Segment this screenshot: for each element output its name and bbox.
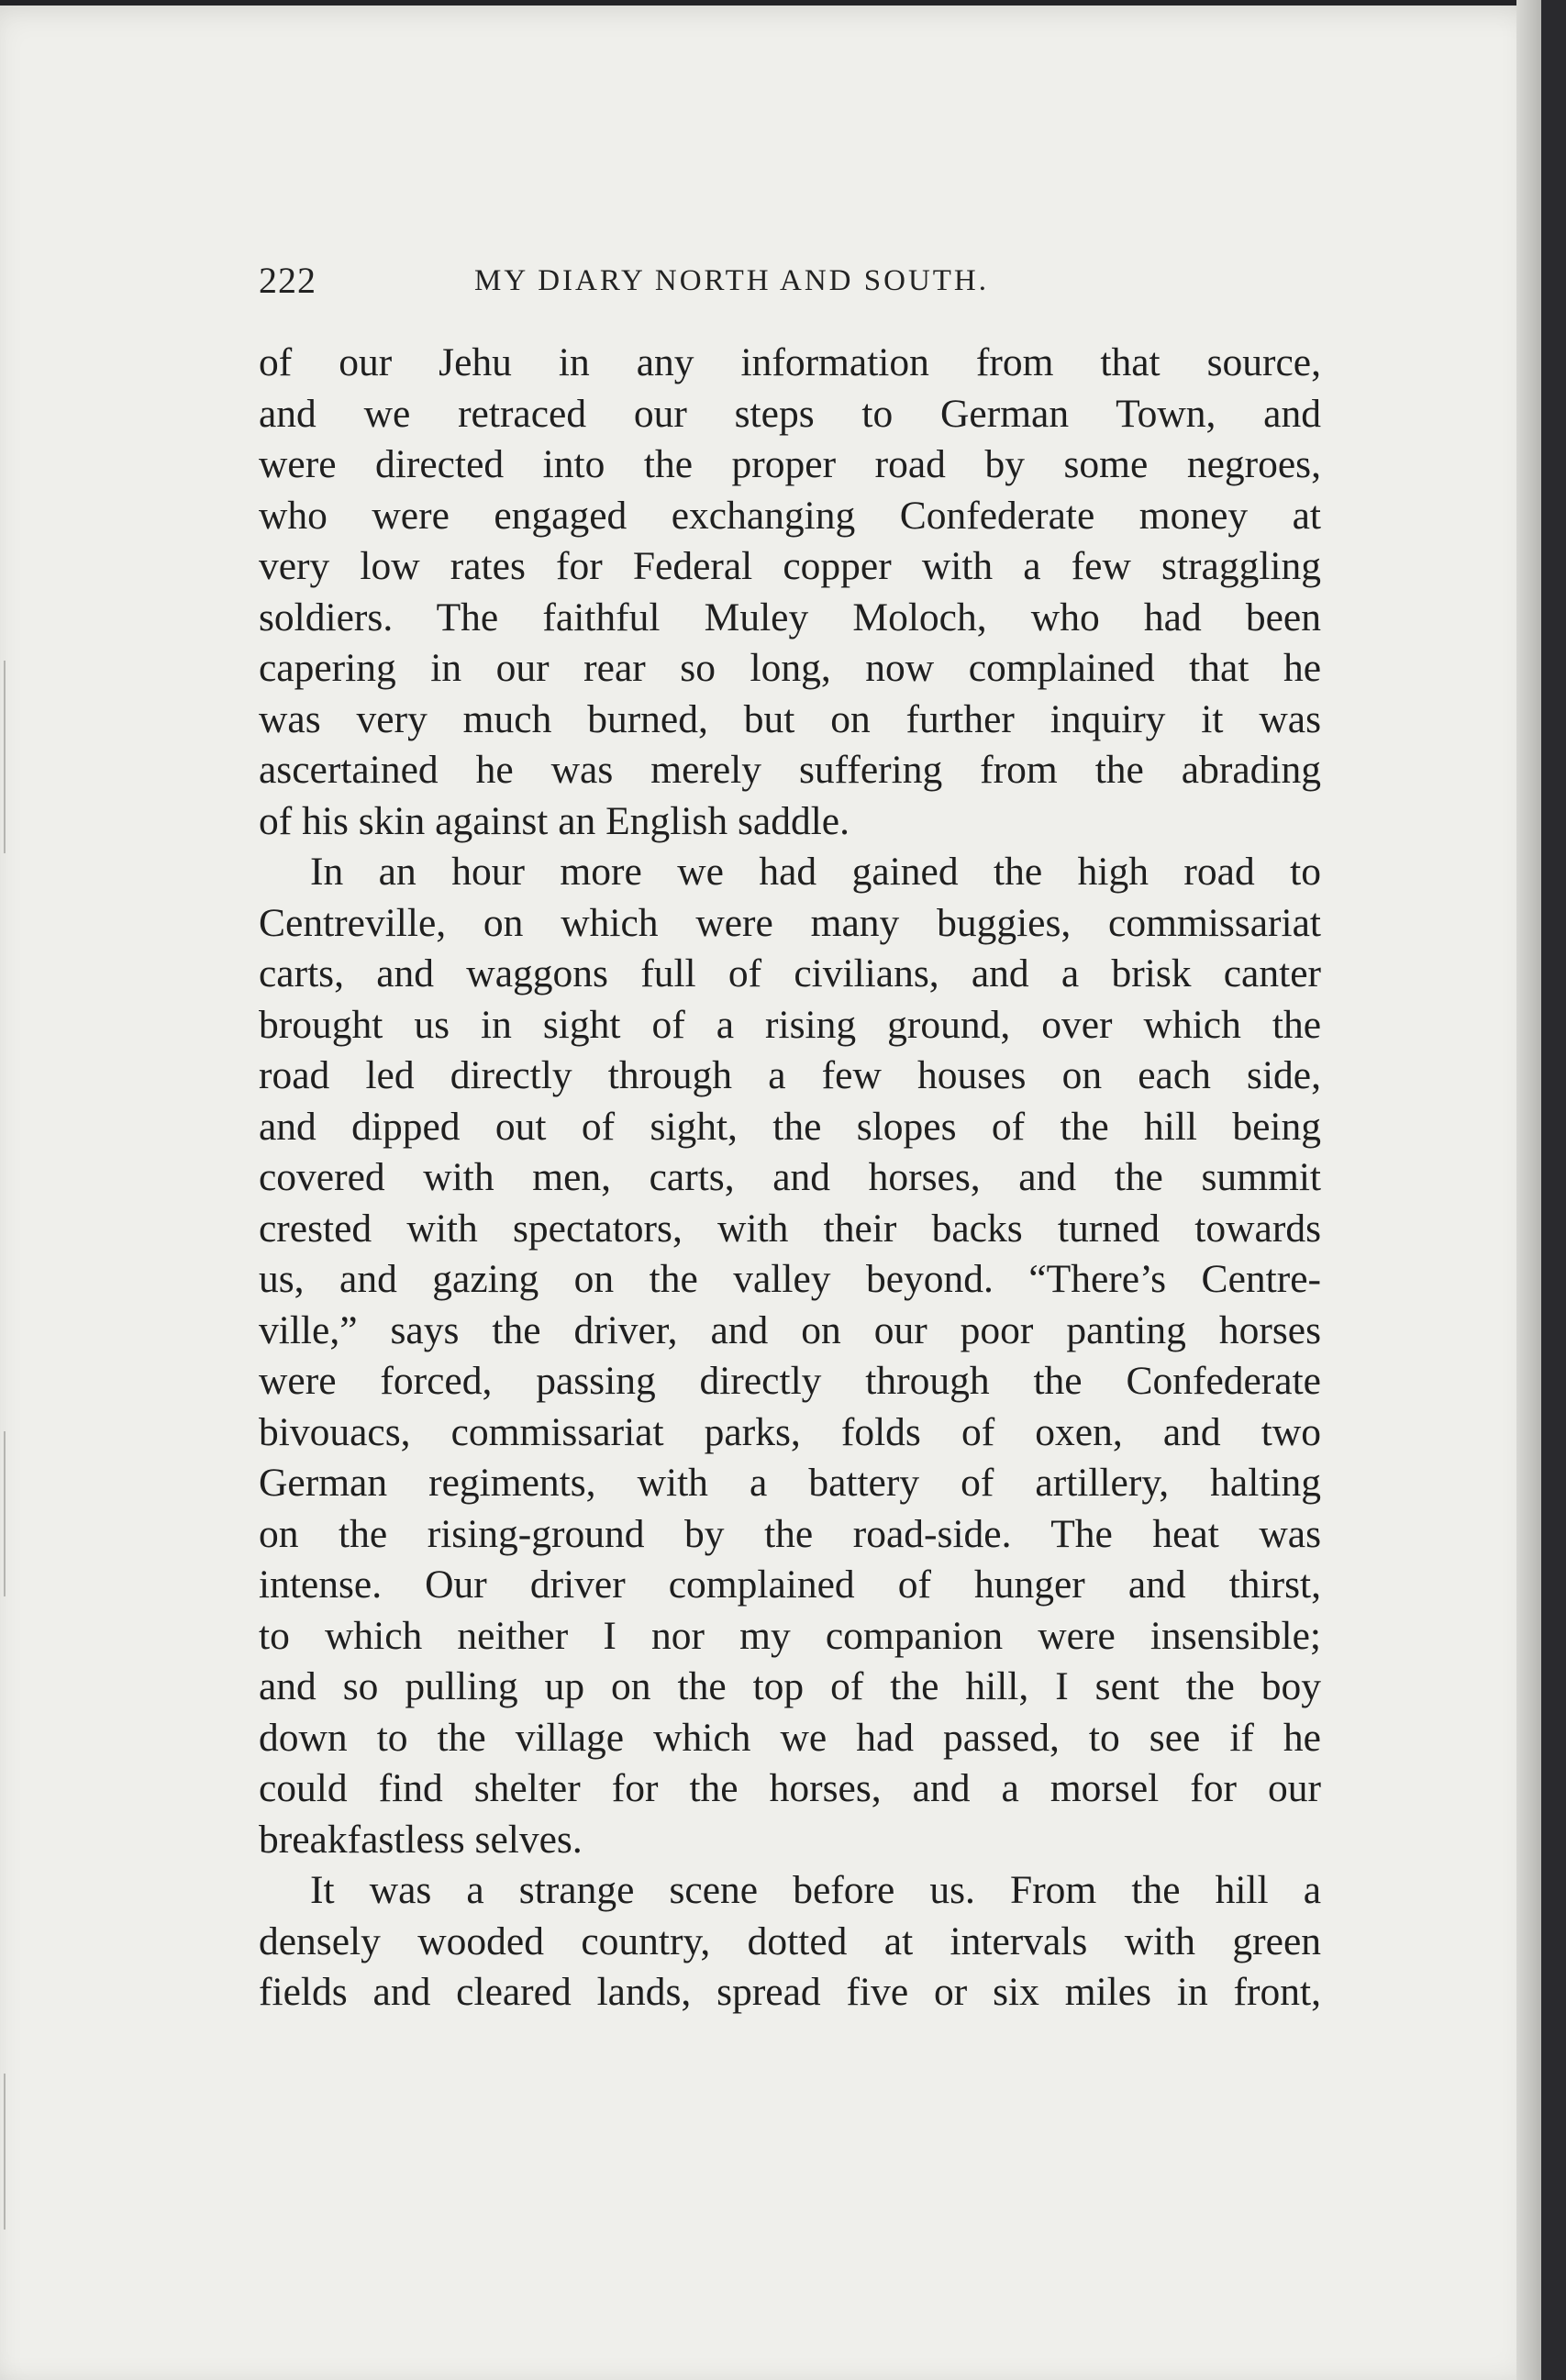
running-header — [259, 259, 1323, 314]
text-line: were forced, passing directly through the Confederate — [259, 1359, 1321, 1403]
page-number: 222 — [259, 260, 317, 301]
text-line: could find shelter for the horses, and a morsel for our — [259, 1766, 1321, 1810]
text-line: breakfastless selves. — [259, 1817, 583, 1862]
text-line: German regiments, with a battery of artillery, halting — [259, 1461, 1321, 1505]
text-line: crested with spectators, with their backs turned towards — [259, 1206, 1321, 1251]
gutter-mark — [4, 661, 6, 853]
text-line: In an hour more we had gained the high road to — [310, 850, 1321, 894]
paragraph — [259, 1865, 1321, 2019]
text-line: capering in our rear so long, now complained that he — [259, 646, 1321, 690]
text-line: intense. Our driver complained of hunger and thirst, — [259, 1563, 1321, 1607]
text-line: fields and cleared lands, spread five or six miles in front, — [259, 1970, 1321, 2014]
text-line: densely wooded country, dotted at intervals with green — [259, 1918, 1321, 1963]
text-line: of our Jehu in any information from that source, — [259, 340, 1321, 384]
text-line: carts, and waggons full of civilians, and a brisk canter — [259, 951, 1321, 995]
text-line: and we retraced our steps to German Town, and — [259, 391, 1321, 436]
text-line: very low rates for Federal copper with a few straggling — [259, 544, 1321, 588]
text-line: were directed into the proper road by some negroes, — [259, 442, 1321, 486]
text-line: covered with men, carts, and horses, and the summit — [259, 1155, 1321, 1199]
text-line: on the rising-ground by the road-side. The heat was — [259, 1511, 1321, 1556]
running-title: MY DIARY NORTH AND SOUTH. — [474, 264, 990, 297]
text-line: It was a strange scene before us. From the hill a — [310, 1868, 1321, 1912]
paragraph — [259, 847, 1321, 1865]
text-line: Centreville, on which were many buggies, commissariat — [259, 900, 1321, 945]
text-line: us, and gazing on the valley beyond. “There’s Centre- — [259, 1257, 1321, 1301]
page-top-edge — [0, 0, 1541, 6]
text-line: bivouacs, commissariat parks, folds of oxen, and two — [259, 1409, 1321, 1454]
text-line: was very much burned, but on further inquiry it was — [259, 696, 1321, 741]
text-line: ville,” says the driver, and on our poor panting horses — [259, 1307, 1321, 1352]
gutter-mark — [4, 1431, 6, 1596]
text-line: and so pulling up on the top of the hill, I sent the boy — [259, 1664, 1321, 1708]
text-line: brought us in sight of a rising ground, over which the — [259, 1002, 1321, 1047]
page-right-edge — [1516, 0, 1541, 2380]
text-line: soldiers. The faithful Muley Moloch, who had been — [259, 595, 1321, 639]
text-line: and dipped out of sight, the slopes of the hill being — [259, 1104, 1321, 1149]
text-line: down to the village which we had passed, to see if he — [259, 1715, 1321, 1760]
text-line: to which neither I nor my companion were insensible; — [259, 1613, 1321, 1658]
body-text — [259, 338, 1321, 2019]
text-line: road led directly through a few houses on each side, — [259, 1053, 1321, 1097]
text-line: of his skin against an English saddle. — [259, 798, 850, 843]
gutter-mark — [4, 2074, 6, 2230]
text-line: ascertained he was merely suffering from the abrading — [259, 748, 1321, 792]
text-line: who were engaged exchanging Confederate money at — [259, 493, 1321, 538]
paragraph — [259, 338, 1321, 847]
